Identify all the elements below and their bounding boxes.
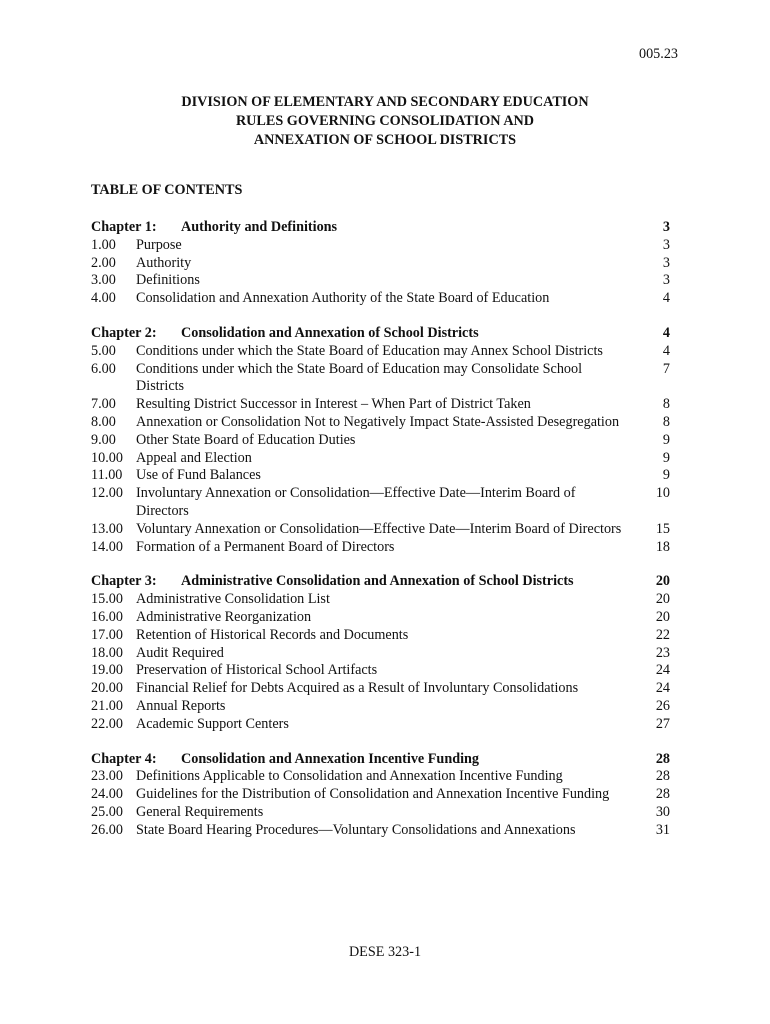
entry-page: 27: [655, 715, 670, 732]
entry-page: 4: [662, 342, 670, 359]
toc-entry: [91, 768, 670, 786]
entry-number: 12.00: [91, 485, 123, 502]
entry-page: 15: [655, 520, 670, 537]
entry-number: 26.00: [91, 821, 123, 838]
entry-title: Administrative Reorganization: [136, 608, 312, 625]
toc-entry: [91, 786, 670, 804]
toc-chapter: [91, 751, 670, 840]
chapter-page: 4: [662, 324, 670, 341]
page-footer: DESE 323-1: [348, 944, 422, 960]
entry-number: 8.00: [91, 413, 116, 430]
entry-number: 25.00: [91, 803, 123, 820]
entry-number: 7.00: [91, 396, 116, 413]
entry-page: 28: [655, 786, 670, 803]
entry-number: 5.00: [91, 342, 116, 359]
entry-title: Voluntary Annexation or Consolidation—Effective Date—Interim Board of Directors: [136, 520, 622, 537]
entry-title: Annexation or Consolidation Not to Negatively Impact State-Assisted Desegregation: [136, 413, 620, 430]
entry-title: Formation of a Permanent Board of Directors: [136, 538, 395, 555]
entry-title: Authority: [136, 254, 192, 271]
toc-chapter: [91, 219, 670, 308]
entry-page: 28: [655, 768, 670, 785]
chapter-page: 20: [655, 573, 670, 590]
toc-heading: TABLE OF CONTENTS: [91, 182, 243, 198]
entry-number: 4.00: [91, 290, 116, 307]
toc-entry: [91, 591, 670, 609]
entry-title: Administrative Consolidation List: [136, 591, 330, 608]
entry-number: 1.00: [91, 236, 116, 253]
entry-title: Use of Fund Balances: [136, 467, 261, 484]
entry-number: 6.00: [91, 360, 116, 377]
entry-number: 9.00: [91, 431, 116, 448]
entry-title: Financial Relief for Debts Acquired as a Result of Involuntary Consolidations: [136, 680, 579, 697]
toc-chapter: [91, 573, 670, 733]
chapter-heading: [91, 325, 670, 343]
entry-number: 18.00: [91, 644, 123, 661]
entry-number: 20.00: [91, 680, 123, 697]
toc-entry: [91, 450, 670, 468]
entry-title: Resulting District Successor in Interest – When Part of District Taken: [136, 396, 531, 413]
chapter-title: Consolidation and Annexation of School Districts: [181, 324, 479, 341]
entry-number: 17.00: [91, 626, 123, 643]
chapter-heading: [91, 573, 670, 591]
toc-entry: [91, 255, 670, 273]
toc-entry: [91, 698, 670, 716]
toc-entry: [91, 521, 670, 539]
entry-page: 7: [662, 360, 670, 377]
entry-page: 22: [655, 626, 670, 643]
entry-page: 31: [655, 821, 670, 838]
entry-title: Consolidation and Annexation Authority of the State Board of Education: [136, 290, 550, 307]
toc-entry: [91, 290, 670, 308]
entry-title: Conditions under which the State Board of Education may Annex School Districts: [136, 342, 603, 359]
entry-number: 3.00: [91, 272, 116, 289]
document-title: [0, 93, 770, 150]
entry-number: 15.00: [91, 591, 123, 608]
entry-page: 3: [662, 236, 670, 253]
toc-entry: [91, 716, 670, 734]
entry-number: 10.00: [91, 449, 123, 466]
table-of-contents: [91, 219, 670, 857]
toc-entry: [91, 361, 670, 397]
toc-chapter: [91, 325, 670, 556]
entry-page: 10: [655, 485, 670, 502]
entry-title: Annual Reports: [136, 697, 226, 714]
toc-entry: [91, 804, 670, 822]
chapter-title: Consolidation and Annexation Incentive Funding: [181, 750, 480, 767]
entry-title: Definitions: [136, 272, 200, 289]
toc-entry: [91, 237, 670, 255]
entry-page: 24: [655, 662, 670, 679]
chapter-label: Chapter 3:: [91, 573, 157, 590]
entry-page: 20: [655, 608, 670, 625]
entry-number: 23.00: [91, 768, 123, 785]
toc-entry: [91, 609, 670, 627]
toc-entry: [91, 539, 670, 557]
entry-title: Guidelines for the Distribution of Consolidation and Annexation Incentive Funding: [136, 786, 610, 803]
entry-page: 23: [655, 644, 670, 661]
entry-page: 26: [655, 697, 670, 714]
chapter-label: Chapter 2:: [91, 324, 157, 341]
entry-number: 24.00: [91, 786, 123, 803]
toc-entry: [91, 467, 670, 485]
entry-title: General Requirements: [136, 803, 264, 820]
chapter-heading: [91, 751, 670, 769]
chapter-page: 28: [655, 750, 670, 767]
entry-page: 9: [662, 449, 670, 466]
entry-title: Other State Board of Education Duties: [136, 431, 356, 448]
chapter-label: Chapter 4:: [91, 750, 157, 767]
entry-page: 3: [662, 254, 670, 271]
entry-title: Preservation of Historical School Artifacts: [136, 662, 378, 679]
entry-title: Academic Support Centers: [136, 715, 289, 732]
entry-number: 19.00: [91, 662, 123, 679]
toc-entry: [91, 822, 670, 840]
entry-title: Definitions Applicable to Consolidation and Annexation Incentive Funding: [136, 768, 563, 785]
entry-title: Involuntary Annexation or Consolidation—Effective Date—Interim Board of Directors: [136, 485, 576, 519]
entry-title: Audit Required: [136, 644, 224, 661]
entry-page: 8: [662, 413, 670, 430]
toc-entry: [91, 680, 670, 698]
entry-title: Purpose: [136, 236, 182, 253]
chapter-title: Administrative Consolidation and Annexation of School Districts: [181, 573, 574, 590]
entry-title: Retention of Historical Records and Documents: [136, 626, 409, 643]
entry-page: 20: [655, 591, 670, 608]
chapter-page: 3: [662, 219, 670, 235]
entry-page: 8: [662, 396, 670, 413]
entry-title: Conditions under which the State Board of Education may Consolidate School Districts: [136, 360, 583, 395]
entry-number: 2.00: [91, 254, 116, 271]
entry-title: Appeal and Election: [136, 449, 252, 466]
toc-entry: [91, 485, 670, 521]
chapter-label: Chapter 1:: [91, 219, 157, 235]
toc-entry: [91, 662, 670, 680]
entry-number: 16.00: [91, 608, 123, 625]
entry-page: 3: [662, 272, 670, 289]
entry-page: 30: [655, 803, 670, 820]
entry-number: 14.00: [91, 538, 123, 555]
toc-entry: [91, 414, 670, 432]
toc-entry: [91, 627, 670, 645]
toc-entry: [91, 645, 670, 663]
document-number: 005.23: [638, 46, 678, 62]
toc-entry: [91, 432, 670, 450]
entry-page: 24: [655, 680, 670, 697]
title-line: RULES GOVERNING CONSOLIDATION AND: [235, 113, 535, 129]
title-line: DIVISION OF ELEMENTARY AND SECONDARY EDUCATION: [181, 94, 589, 110]
title-line: ANNEXATION OF SCHOOL DISTRICTS: [253, 132, 517, 148]
entry-page: 9: [662, 467, 670, 484]
entry-number: 21.00: [91, 697, 123, 714]
toc-entry: [91, 343, 670, 361]
entry-page: 9: [662, 431, 670, 448]
entry-title: State Board Hearing Procedures—Voluntary Consolidations and Annexations: [136, 821, 576, 838]
entry-page: 4: [662, 290, 670, 307]
chapter-heading: [91, 219, 670, 237]
entry-number: 13.00: [91, 520, 123, 537]
toc-entry: [91, 396, 670, 414]
entry-page: 18: [655, 538, 670, 555]
entry-number: 11.00: [91, 467, 123, 484]
toc-entry: [91, 272, 670, 290]
chapter-title: Authority and Definitions: [181, 219, 338, 235]
entry-number: 22.00: [91, 715, 123, 732]
